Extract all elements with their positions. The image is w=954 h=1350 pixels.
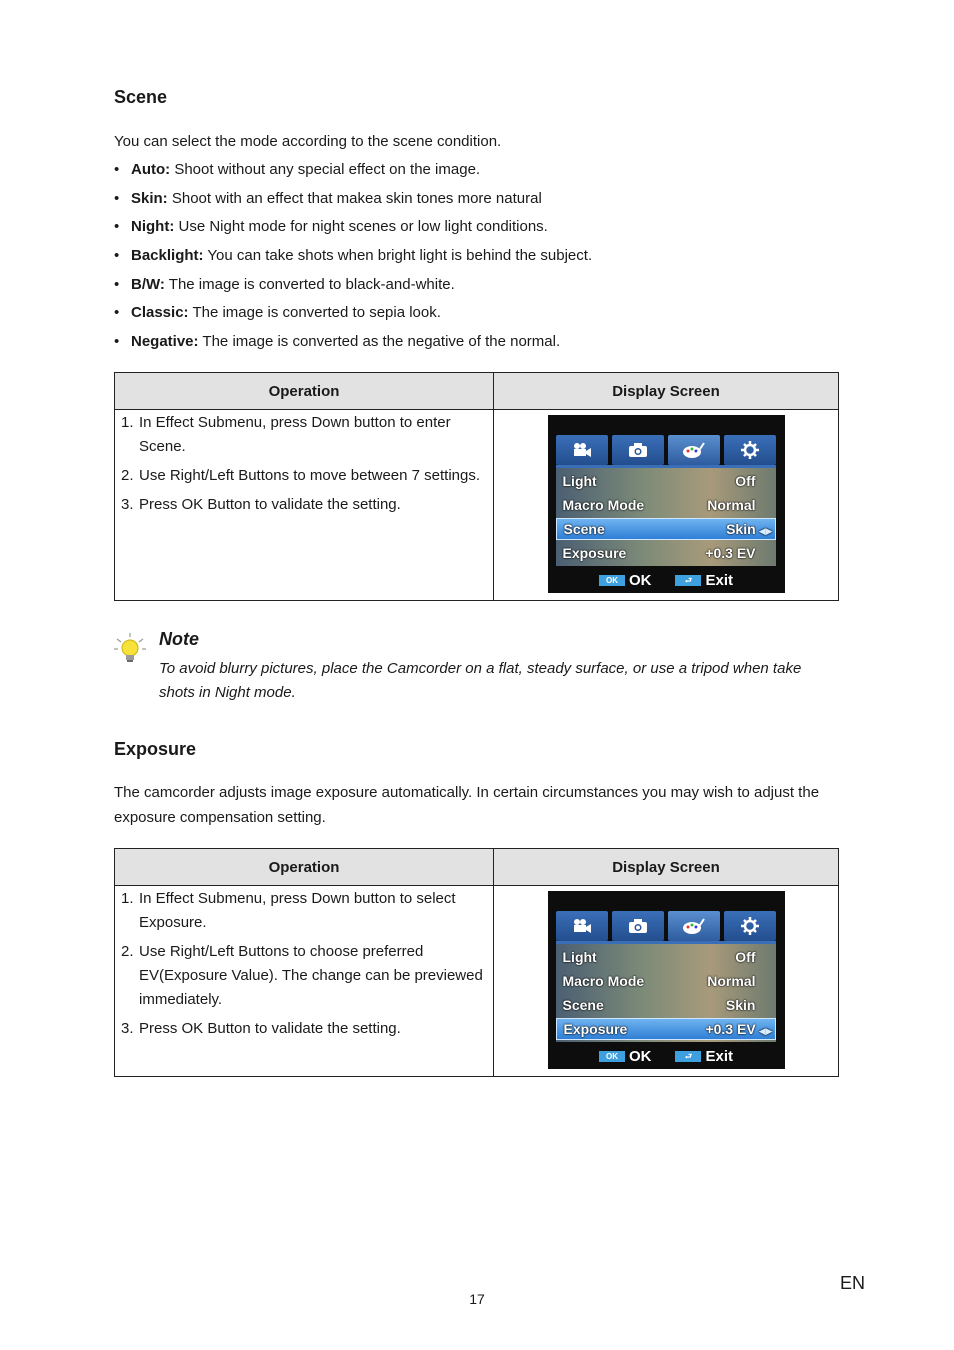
camera-icon — [612, 911, 664, 941]
scene-intro: You can select the mode according to the scene condition. — [114, 133, 502, 150]
list-item: • B/W: The image is converted to black-and-white. — [114, 271, 854, 300]
return-icon: ⮐ — [675, 1051, 701, 1062]
menu-row-light[interactable]: Light Off — [562, 473, 756, 489]
camera-icon — [612, 435, 664, 465]
camera-menu-screen — [548, 415, 785, 593]
left-right-arrows-icon: ◀▶ — [758, 1026, 773, 1036]
operation-steps-cell — [115, 410, 494, 601]
menu-row-scene[interactable]: Scene Skin ◀▶ — [556, 518, 776, 540]
ok-chip-icon: OK — [599, 1051, 625, 1062]
note-title: Note — [159, 629, 199, 649]
display-screen-cell — [494, 886, 839, 1077]
language-label: EN — [840, 1273, 866, 1293]
return-icon: ⮐ — [675, 575, 701, 586]
menu-row-exposure[interactable]: Exposure +0.3 EV — [562, 545, 756, 561]
list-item: 3. Press OK Button to validate the setting. — [121, 1020, 401, 1037]
exposure-heading: Exposure — [114, 739, 197, 759]
list-item: • Skin: Shoot with an effect that makea skin tones more natural — [114, 185, 854, 214]
display-screen-cell — [494, 410, 839, 601]
video-camera-icon — [556, 911, 608, 941]
exposure-operation-table — [114, 848, 839, 1077]
menu-panel — [556, 944, 776, 1042]
scene-mode-list — [114, 156, 854, 357]
list-item: • Night: Use Night mode for night scenes or low light conditions. — [114, 213, 854, 242]
menu-row-macro-mode[interactable]: Macro Mode Normal — [562, 973, 756, 989]
operation-steps-cell — [115, 886, 494, 1077]
list-item: 2. Use Right/Left Buttons to move between 7 settings. — [121, 467, 481, 484]
effect-palette-icon — [668, 911, 720, 941]
gear-icon — [724, 911, 776, 941]
list-item: 1. In Effect Submenu, press Down button to enter Scene. — [121, 414, 451, 455]
note-text: To avoid blurry pictures, place the Camcorder on a flat, steady surface, or use a tripod when take shots in Night mode. — [159, 660, 802, 701]
camera-menu-screen — [548, 891, 785, 1069]
menu-row-macro-mode[interactable]: Macro Mode Normal — [562, 497, 756, 513]
list-item: 1. In Effect Submenu, press Down button to select Exposure. — [121, 890, 456, 931]
left-right-arrows-icon: ◀▶ — [758, 526, 773, 536]
exit-key[interactable]: ⮐ Exit — [675, 1048, 733, 1065]
list-item: • Auto: Shoot without any special effect on the image. — [114, 156, 854, 185]
menu-footer — [548, 567, 785, 593]
menu-tab-bar — [556, 435, 776, 465]
display-screen-header: Display Screen — [494, 849, 839, 886]
gear-icon — [724, 435, 776, 465]
menu-panel — [556, 468, 776, 566]
scene-heading: Scene — [114, 87, 168, 107]
list-item: • Backlight: You can take shots when bright light is behind the subject. — [114, 242, 854, 271]
scene-operation-table — [114, 372, 839, 601]
menu-row-light[interactable]: Light Off — [562, 949, 756, 965]
display-screen-header: Display Screen — [494, 373, 839, 410]
lightbulb-icon — [113, 631, 147, 665]
operation-header: Operation — [115, 373, 494, 410]
ok-key[interactable]: OK OK — [599, 572, 652, 589]
menu-footer — [548, 1043, 785, 1069]
menu-row-scene[interactable]: Scene Skin — [562, 997, 756, 1013]
operation-header: Operation — [115, 849, 494, 886]
list-item: • Negative: The image is converted as the negative of the normal. — [114, 328, 854, 357]
menu-tab-bar — [556, 911, 776, 941]
exit-key[interactable]: ⮐ Exit — [675, 572, 733, 589]
effect-palette-icon — [668, 435, 720, 465]
ok-key[interactable]: OK OK — [599, 1048, 652, 1065]
exposure-intro: The camcorder adjusts image exposure automatically. In certain circumstances you may wish to adjust the exposure compensation setting. — [114, 784, 820, 826]
operation-steps — [115, 887, 493, 1046]
menu-row-exposure[interactable]: Exposure +0.3 EV ◀▶ — [556, 1018, 776, 1040]
list-item: 3. Press OK Button to validate the setting. — [121, 496, 401, 513]
video-camera-icon — [556, 435, 608, 465]
list-item: 2. Use Right/Left Buttons to choose preferred EV(Exposure Value). The change can be previewed immediately. — [121, 943, 483, 1008]
page-number: 17 — [469, 1291, 485, 1307]
list-item: • Classic: The image is converted to sepia look. — [114, 299, 854, 328]
operation-steps — [115, 411, 493, 522]
ok-chip-icon: OK — [599, 575, 625, 586]
